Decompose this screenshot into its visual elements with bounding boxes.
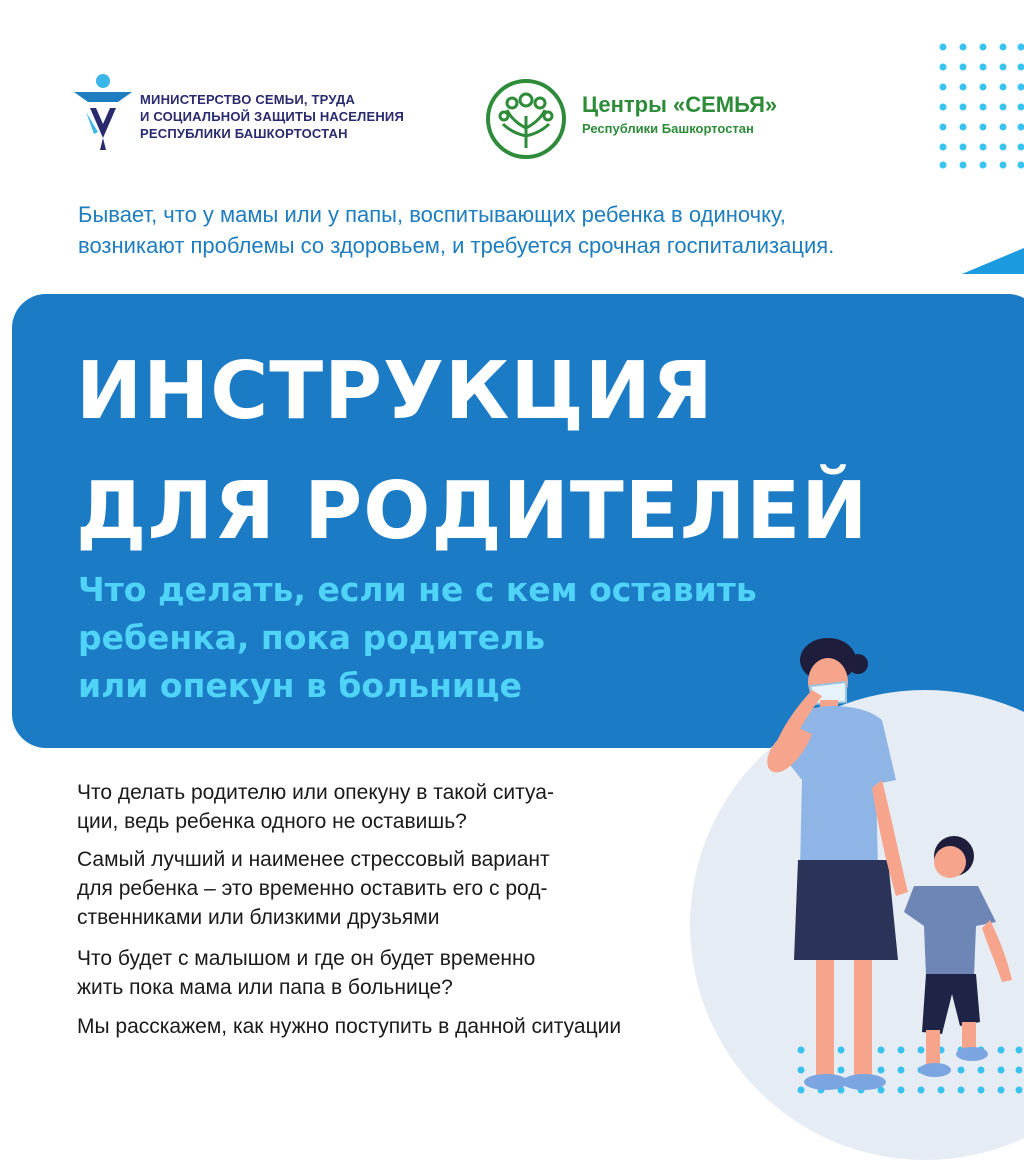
banner-subtitle: [78, 566, 757, 710]
subtitle-line-3: или опекун в больнице: [78, 662, 757, 710]
subtitle-line-1: Что делать, если не с кем оставить: [78, 566, 757, 614]
paragraph-4-line-1: Мы расскажем, как нужно поступить в данной ситуации: [77, 1012, 621, 1041]
centers-title: Центры «СЕМЬЯ»: [582, 92, 777, 118]
paragraph-2-line-1: Самый лучший и наименее стрессовый вариант: [77, 845, 550, 874]
ministry-name: [140, 91, 404, 142]
ministry-logo-icon: [72, 72, 134, 152]
paragraph-1: [77, 778, 554, 836]
paragraph-3-line-1: Что будет с малышом и где он будет временно: [77, 944, 535, 973]
mother-child-illustration: [750, 630, 1024, 1106]
title-line-1: ИНСТРУКЦИЯ: [76, 346, 714, 436]
subtitle-line-2: ребенка, пока родитель: [78, 614, 757, 662]
ministry-line-2: И СОЦИАЛЬНОЙ ЗАЩИТЫ НАСЕЛЕНИЯ: [140, 108, 404, 125]
paragraph-1-line-2: ции, ведь ребенка одного не оставишь?: [77, 807, 554, 836]
title-line-2: ДЛЯ РОДИТЕЛЕЙ: [76, 466, 868, 556]
accent-triangle: [962, 248, 1024, 274]
paragraph-4: [77, 1012, 621, 1041]
intro-text: [78, 199, 978, 261]
paragraph-2-line-2: для ребенка – это временно оставить его с род-: [77, 874, 550, 903]
dot-pattern-top: [935, 40, 1024, 170]
paragraph-2: [77, 845, 550, 932]
paragraph-3-line-2: жить пока мама или папа в больнице?: [77, 973, 535, 1002]
family-tree-logo-icon: [485, 78, 567, 160]
paragraph-2-line-3: ственниками или близкими друзьями: [77, 903, 550, 932]
paragraph-1-line-1: Что делать родителю или опекуну в такой ситуа-: [77, 778, 554, 807]
centers-subtitle: Республики Башкортостан: [582, 121, 754, 136]
intro-line-2: возникают проблемы со здоровьем, и требуется срочная госпитализация.: [78, 230, 978, 261]
ministry-line-3: РЕСПУБЛИКИ БАШКОРТОСТАН: [140, 125, 404, 142]
paragraph-3: [77, 944, 535, 1002]
ministry-line-1: МИНИСТЕРСТВО СЕМЬИ, ТРУДА: [140, 91, 404, 108]
intro-line-1: Бывает, что у мамы или у папы, воспитывающих ребенка в одиночку,: [78, 199, 978, 230]
